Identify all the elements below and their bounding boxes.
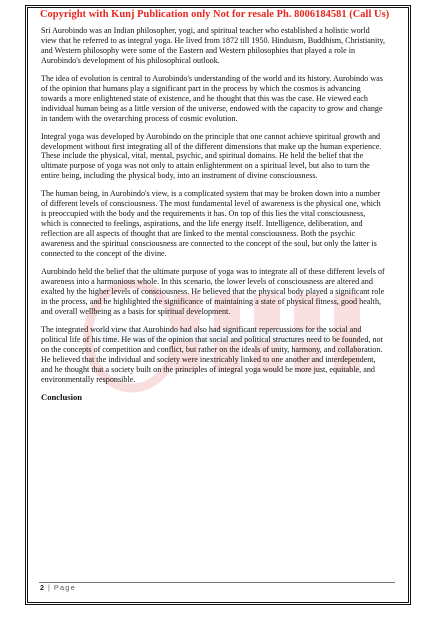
paragraph: Sri Aurobindo was an Indian philosopher, yogi, and spiritual teacher who established a holistic world view that he referred to as integral yoga. He lived from 1872 till 1950. Hinduism, Buddhism, Christianity, and Western philosophy were some of the Eastern and Western philosophies that played a role in Aurobindo's development of his philosophical outlook. bbox=[41, 26, 386, 65]
section-heading: Conclusion bbox=[41, 391, 83, 402]
footer-separator: | bbox=[48, 583, 50, 592]
page-number: 2 bbox=[40, 583, 44, 592]
paragraph: The idea of evolution is central to Aurobindo's understanding of the world and its history. Aurobindo was of the opinion that humans play a significant part in the process by which the cosmos is advancing towards a more enlightened state of existence, and he thought that this was the case. He viewed each individual human being as a little version of the universe, endowed with the capacity to grow and change in tandem with the overarching process of cosmic evolution. bbox=[41, 73, 383, 123]
paragraph: The integrated world view that Aurobindo had also had significant repercussions for the social and political life of his time. He was of the opinion that social and political structures need to be founded, not on the concepts of competition and conflict, but rather on the ideals of unity, harmony, and collaboration. He believed that the individual and society were inextricably linked to one another and interdependent, and he thought that a society built on the principles of integral yoga would be more just, equitable, and environmentally responsible. bbox=[41, 324, 383, 384]
paragraph: The human being, in Aurobindo's view, is a complicated system that may be broken down into a number of different levels of consciousness. The most fundamental level of awareness is the physical one, which is preoccupied with the body and the requirements it has. On top of this lies the vital consciousness, which is connected to feelings, aspirations, and the life energy itself. Intelligence, deliberation, and reflection are all aspects of thought that are linked to the mental consciousness. Both the psychic awareness and the spiritual consciousness are connected to the concept of the soul, but only the latter is connected to the concept of the divine. bbox=[41, 189, 381, 259]
document-body bbox=[41, 26, 386, 410]
page-footer bbox=[40, 583, 76, 592]
paragraph: Integral yoga was developed by Aurobindo on the principle that one cannot achieve spiritual growth and development without first integrating all of the different dimensions that make up the human experience. These include the physical, vital, mental, psychic, and spiritual domains. He held the belief that the ultimate purpose of yoga was not only to attain enlightenment on a spiritual level, but also to turn the entire being, including the physical body, into an instrument of divine consciousness. bbox=[41, 131, 382, 181]
page-label: Page bbox=[53, 583, 76, 592]
copyright-notice: Copyright with Kunj Publication only Not for resale Ph. 8006184581 (Call Us) bbox=[40, 9, 390, 20]
footer-divider bbox=[39, 582, 395, 583]
paragraph: Aurobindo held the belief that the ultimate purpose of yoga was to integrate all of these different levels of awareness into a harmonious whole. In this scenario, the lower levels of consciousness are altered and exalted by the higher levels of consciousness. He believed that the physical body played a significant role in the process, and he highlighted the significance of maintaining a state of physical fitness, good health, and overall wellbeing as a basis for spiritual development. bbox=[41, 267, 385, 316]
